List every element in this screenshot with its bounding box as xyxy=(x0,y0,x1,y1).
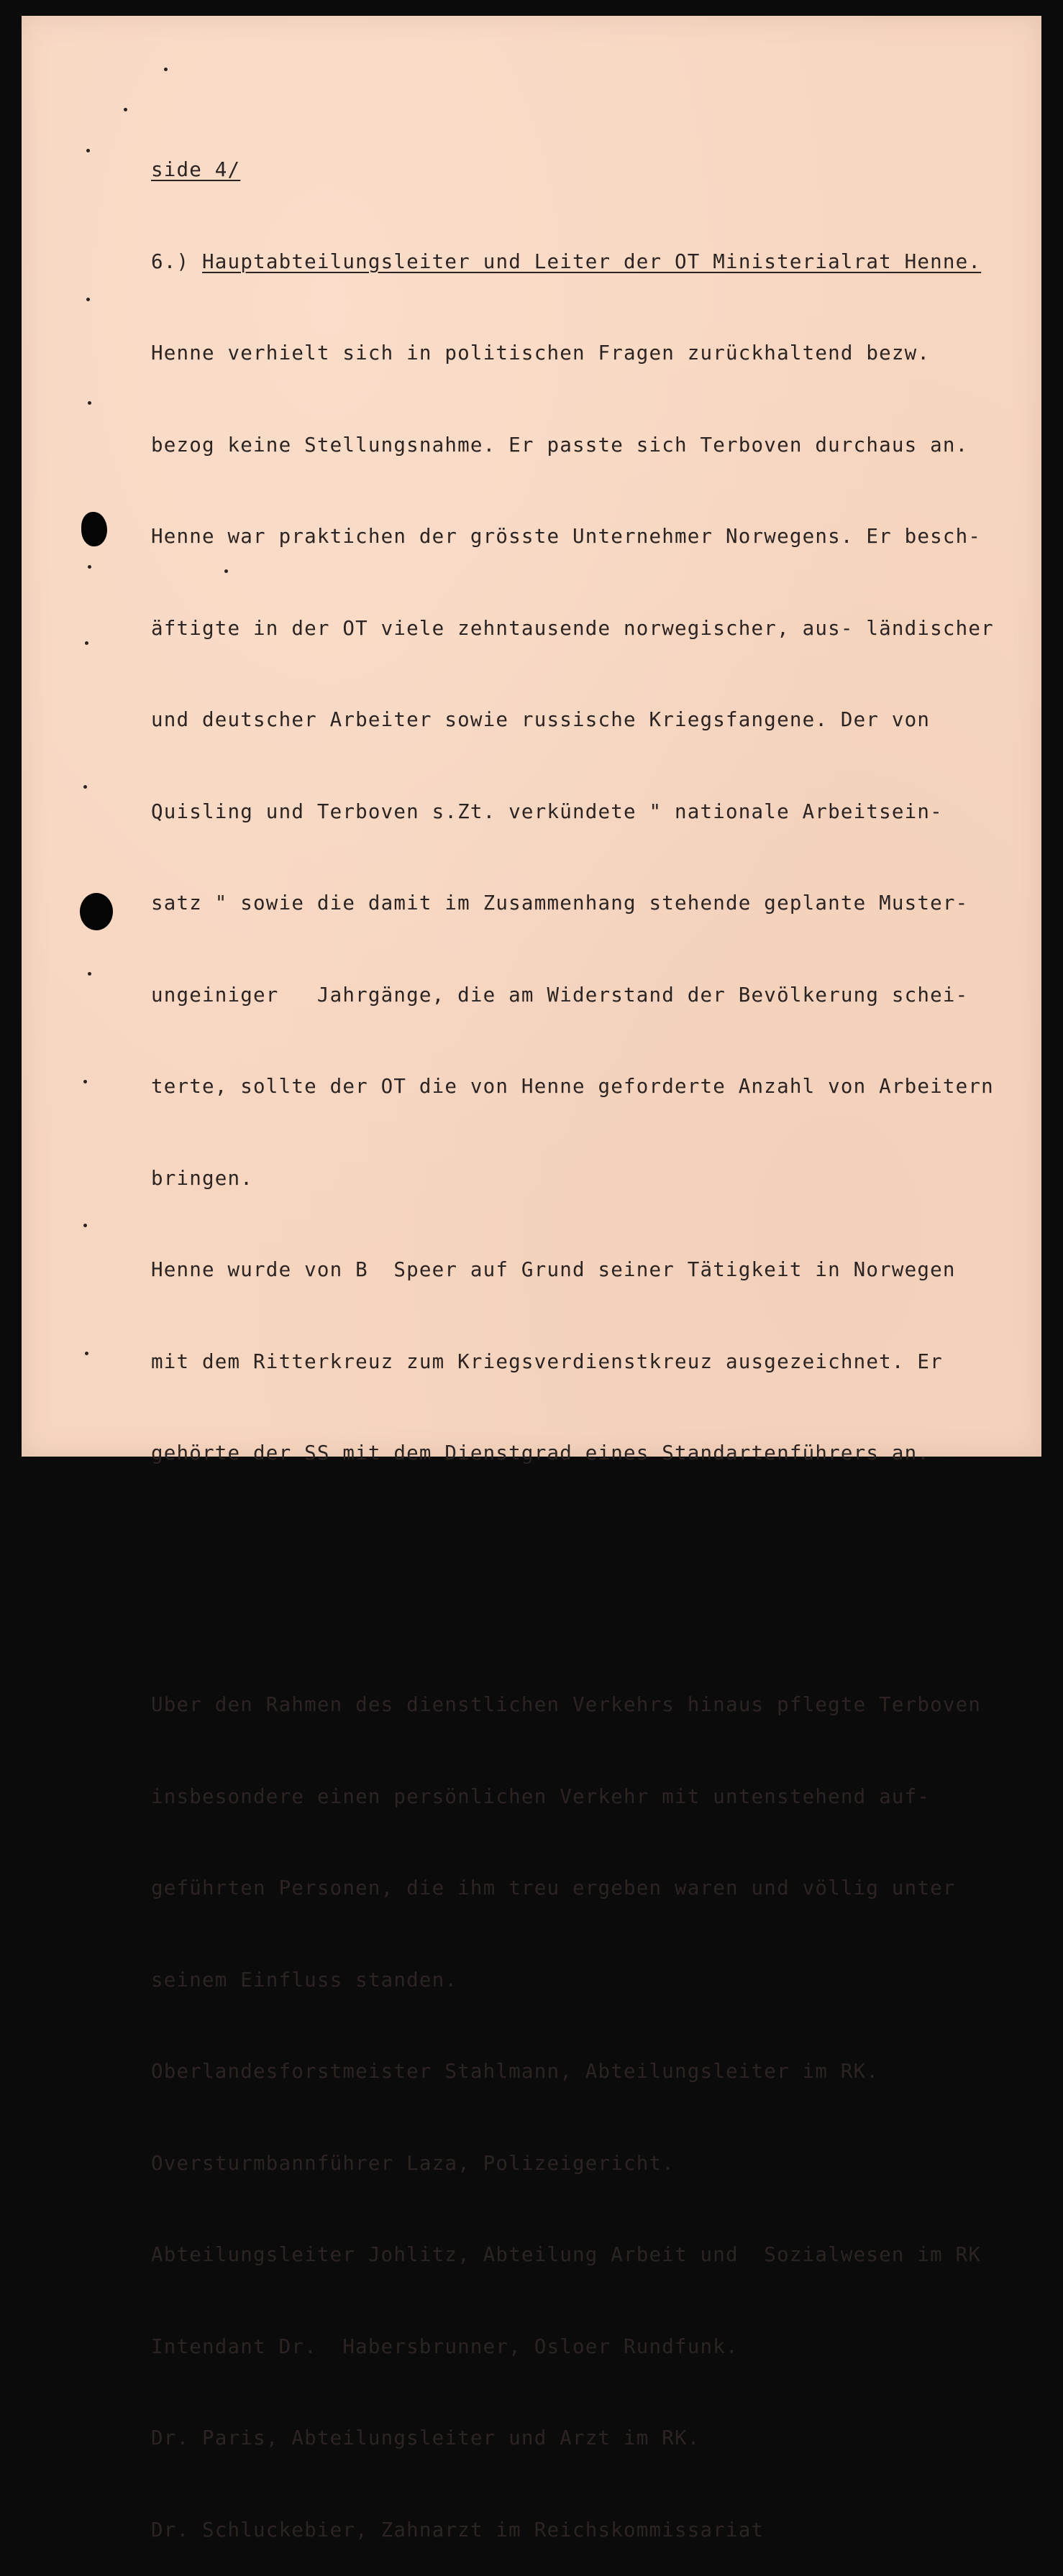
speck xyxy=(83,1224,87,1227)
text-line: Henne verhielt sich in politischen Fragen zurückhaltend bezw. xyxy=(151,342,931,365)
page-marker: side 4/ xyxy=(151,158,241,181)
contact-line: Dr. Schluckebier, Zahnarzt im Reichskommissariat xyxy=(151,2518,765,2541)
contact-line: Dr. Paris, Abteilungsleiter und Arzt im RK. xyxy=(151,2426,701,2449)
text-line: geführten Personen, die ihm treu ergeben waren und völlig unter xyxy=(151,1876,956,1899)
text-line: bringen. xyxy=(151,1166,254,1190)
text-line: satz " sowie die damit im Zusammenhang stehende geplante Muster- xyxy=(151,891,969,915)
speck xyxy=(124,108,127,111)
section-heading: Hauptabteilungsleiter und Leiter der OT Ministerialrat Henne. xyxy=(202,249,982,273)
speck xyxy=(83,1080,87,1083)
speck xyxy=(85,641,88,645)
speck xyxy=(88,401,91,405)
speck xyxy=(86,298,90,301)
speck xyxy=(88,972,91,976)
punch-hole-lower xyxy=(80,893,113,930)
contact-line: Intendant Dr. Habersbrunner, Osloer Rundfunk. xyxy=(151,2334,739,2358)
speck xyxy=(164,68,168,71)
paragraph-gap xyxy=(151,1530,978,1561)
text-line: Henne wurde von B Speer auf Grund seiner Tätigkeit in Norwegen xyxy=(151,1258,956,1281)
text-line: bezog keine Stellungsnahme. Er passte sich Terboven durchaus an. xyxy=(151,433,969,457)
speck xyxy=(88,565,91,569)
speck xyxy=(85,1352,88,1355)
section-number: 6.) xyxy=(151,249,190,273)
text-line: äftigte in der OT viele zehntausende norwegischer, aus- ländischer xyxy=(151,616,994,640)
text-line: Henne war praktichen der grösste Unternehmer Norwegens. Er besch- xyxy=(151,525,982,548)
contact-line: Oberlandesforstmeister Stahlmann, Abteilungsleiter im RK. xyxy=(151,2060,880,2083)
text-line: seinem Einfluss standen. xyxy=(151,1968,458,1991)
text-line: Quisling und Terboven s.Zt. verkündete " nationale Arbeitsein- xyxy=(151,799,943,823)
contact-line: Abteilungsleiter Johlitz, Abteilung Arbeit und Sozialwesen im RK xyxy=(151,2243,982,2266)
paragraph-gap xyxy=(151,1621,978,1628)
speck xyxy=(86,149,90,152)
text-line: terte, sollte der OT die von Henne geforderte Anzahl von Arbeitern xyxy=(151,1075,994,1098)
text-line: ungeiniger Jahrgänge, die am Widerstand der Bevölkerung schei- xyxy=(151,983,969,1007)
punch-hole-upper xyxy=(81,512,107,546)
text-line: gehörte der SS mit dem Dienstgrad eines Standartenführers an. xyxy=(151,1441,931,1465)
text-line: insbesondere einen persönlichen Verkehr mit untenstehend auf- xyxy=(151,1784,931,1808)
speck xyxy=(83,785,87,789)
contact-line: Oversturmbannführer Laza, Polizeigericht. xyxy=(151,2151,675,2175)
text-line: Uber den Rahmen des dienstlichen Verkehrs hinaus pflegte Terboven xyxy=(151,1693,982,1716)
typewritten-text xyxy=(151,93,994,2576)
section-6-heading-line xyxy=(151,247,982,278)
text-line: mit dem Ritterkreuz zum Kriegsverdienstkreuz ausgezeichnet. Er xyxy=(151,1349,943,1373)
text-line: und deutscher Arbeiter sowie russische Kriegsfangene. Der von xyxy=(151,708,931,731)
